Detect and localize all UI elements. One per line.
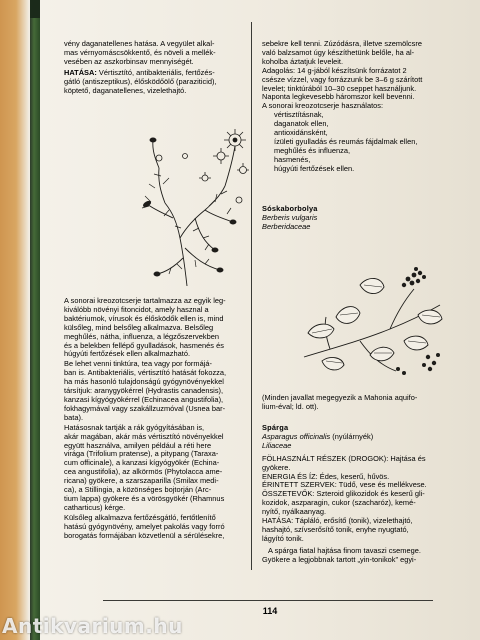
text-line: sebekre kell tenni. Zúzódásra, illetve szemölcsre — [262, 39, 422, 48]
text-line: Hatásosnak tartják a rák gyógyításában is, — [64, 422, 205, 432]
text-line: vény daganatellenes hatása. A vegyület alkal- — [64, 39, 215, 48]
text-line: fokhagymával vagy szakállzuzmóval (Usnea bar- — [64, 403, 226, 413]
text-line: levelet; tinktúrából 10–30 cseppet használjunk. — [262, 83, 417, 93]
text-line: köptető, daganatellenes, vizelethajtó. — [64, 85, 187, 95]
entry-text: Szteroid glikozidok és keserű gli- — [314, 489, 425, 499]
text-line: ricana) gyökere, a szarszaparilla (Smilax medi- — [64, 476, 219, 486]
text-line: Naponta legkevesebb háromszor kell bevenni. — [262, 92, 415, 102]
text-line: A sonorai kreozotcserje tartalmazza az egyik leg- — [64, 296, 226, 305]
entry-label: ÖSSZETEVŐK: — [262, 489, 315, 499]
text-line: cum officinale), a kanzasi kígyógyökér (Echina- — [64, 458, 220, 468]
entry-text: Hajtása és — [388, 453, 426, 463]
entry-text: Tüdő, vese és mellékvese. — [336, 480, 427, 490]
hatasa-label: HATÁSA: — [64, 67, 97, 77]
caption-line: (Minden javallat megegyezik a Mahonia aquifo- — [262, 393, 418, 402]
text-line: Gyökere a legjobbnak tartott „yin-tonikok” egyi- — [262, 554, 417, 564]
text-line: társítjuk: aranygyökérrel (Hydrastis canadensis), — [64, 386, 224, 396]
entry-text: hashajtó, szívserősítő tonik, enyhe nyugtató, — [262, 524, 409, 534]
list-item: antioxidánsként, — [274, 128, 328, 138]
entry-text: nyítő, nyálkaanyag. — [262, 507, 327, 517]
list-item: meghűlés és influenza, — [274, 145, 351, 155]
barberry-drawing — [300, 245, 450, 385]
entry-text: Tápláló, erősítő (tonik), vizelethajtó, — [293, 516, 413, 526]
text-line: ca), a Stillingia, a közönséges bojtorján (Arc- — [64, 485, 212, 495]
watermark-text: Antikvarium.hu — [2, 614, 183, 638]
text-line: Be lehet venni tinktúra, tea vagy por formájá- — [64, 359, 212, 369]
family-name: Berberidaceae — [262, 221, 311, 231]
text-line: virága (Trifolium pratense), a pitypang (Taraxa- — [64, 449, 219, 459]
plant-title: Sóskaborbolya — [262, 204, 318, 213]
entry-text: Édes, keserű, hűvös. — [317, 471, 390, 481]
text-line: akár magában, akár más vértisztító növényekkel — [64, 431, 224, 441]
latin-name: Berberis vulgaris — [262, 212, 318, 222]
column-divider — [251, 22, 252, 570]
text-line: baktériumok, vírusok és élősködők ellen is, mind — [64, 313, 224, 323]
text-line: vesében az aszkorbinsav mennyiségét. — [64, 56, 194, 66]
text-line: gátló (antiszeptikus), élősködőölő (paraziticid), — [64, 76, 217, 86]
text-line: mas vérnyomáscsökkentő, és növeli a mellék- — [64, 47, 216, 57]
text-line: és a belekben fellépő gyulladások, hasmenés és — [64, 340, 224, 350]
footer-rule — [103, 600, 433, 601]
list-item: ízületi gyulladás és reumás fájdalmak ellen, — [274, 136, 418, 146]
entry-text: lágyító tonik. — [262, 533, 304, 543]
text-line: catharticus) kérge. — [64, 502, 126, 512]
entry-label: HATÁSA: — [262, 516, 294, 526]
text-line: ha más hasonló tulajdonságú gyógynövényekkel — [64, 377, 224, 387]
text-line: meghűlés, nátha, influenza, a légzőszervekben — [64, 331, 219, 341]
book-spine — [30, 0, 40, 640]
text-line: A sonorai kreozotcserje használatos: — [262, 101, 384, 111]
text-line: külsőleg, mind belsőleg alkalmazva. Belsőleg — [64, 322, 214, 332]
text-line: tium lappa) gyökere és a vörösgyökér (Rhamnus — [64, 493, 225, 503]
text-line: ban is. Antibakteriális, vértisztító hatását fokozza, — [64, 368, 227, 378]
entry-label: ENERGIA ÉS ÍZ: — [262, 471, 318, 481]
text-line: Külsőleg alkalmazva fertőzésgátló, fertőtlenítő — [64, 512, 216, 522]
illustration-caption — [262, 394, 438, 412]
text-line: Adagolás: 14 g-jából készítsünk forrázatot 2 — [262, 65, 407, 75]
text-line: való balzsamot úgy készíthetünk belőle, ha al- — [262, 47, 415, 57]
family-name: Liliaceae — [262, 440, 292, 450]
list-item: daganatok ellen, — [274, 119, 329, 129]
left-intro-text — [64, 40, 244, 95]
page-number: 114 — [262, 606, 278, 616]
list-item: vértisztításnak, — [274, 110, 324, 120]
sparga-section — [262, 424, 438, 565]
text-line: kiválóbb növényi fitoncidot, amely hasznal a — [64, 304, 209, 314]
latin-name: Asparagus officinalis — [262, 431, 331, 441]
text-line: borogatás formájában közvetlenül a sérülésekre, — [64, 530, 225, 540]
text-line: Vértisztító, antibakteriális, fertőzés- — [96, 67, 215, 77]
entry-label: ÉRINTETT SZERVEK: — [262, 480, 337, 490]
text-line: kanzasi kígyógyökérrel (Echinacea angustifolia), — [64, 394, 224, 404]
right-top-text — [262, 40, 438, 174]
list-item: hasmenés, — [274, 154, 311, 164]
text-line: hatású gyógynövény, amelyet pakolás vagy forró — [64, 521, 225, 531]
entry-label: FÖLHASZNÁLT RÉSZEK (DROGOK): — [262, 453, 389, 463]
text-line: együtt használva, amilyen például a réti here — [64, 440, 212, 450]
text-line: húgyúti fertőzések ellen alkalmazható. — [64, 349, 191, 359]
common-name: (nyúlárnyék) — [330, 431, 374, 441]
list-item: húgyúti fertőzések ellen. — [274, 163, 355, 173]
text-line: koholba áztatjuk leveleit. — [262, 56, 344, 66]
plant-title: Spárga — [262, 423, 289, 432]
caption-line: lium-éval; ld. ott). — [262, 401, 319, 411]
creosote-bush-drawing — [125, 118, 255, 288]
text-line: A spárga fiatal hajtása finom tavaszi csemege. — [268, 545, 421, 555]
text-line: csésze vízzel, vagy forrázzunk be 3–6 g szárított — [262, 74, 423, 84]
entry-text: gyökere. — [262, 462, 291, 472]
text-line: bata). — [64, 412, 84, 422]
soskaborbolya-heading — [262, 205, 438, 232]
text-line: cea angustifolia), az alkörmös (Phytolacca ame- — [64, 467, 223, 477]
left-body-text — [64, 297, 244, 540]
entry-text: kozidok, aszparagin, cukor (szacharóz), kemé- — [262, 498, 416, 508]
